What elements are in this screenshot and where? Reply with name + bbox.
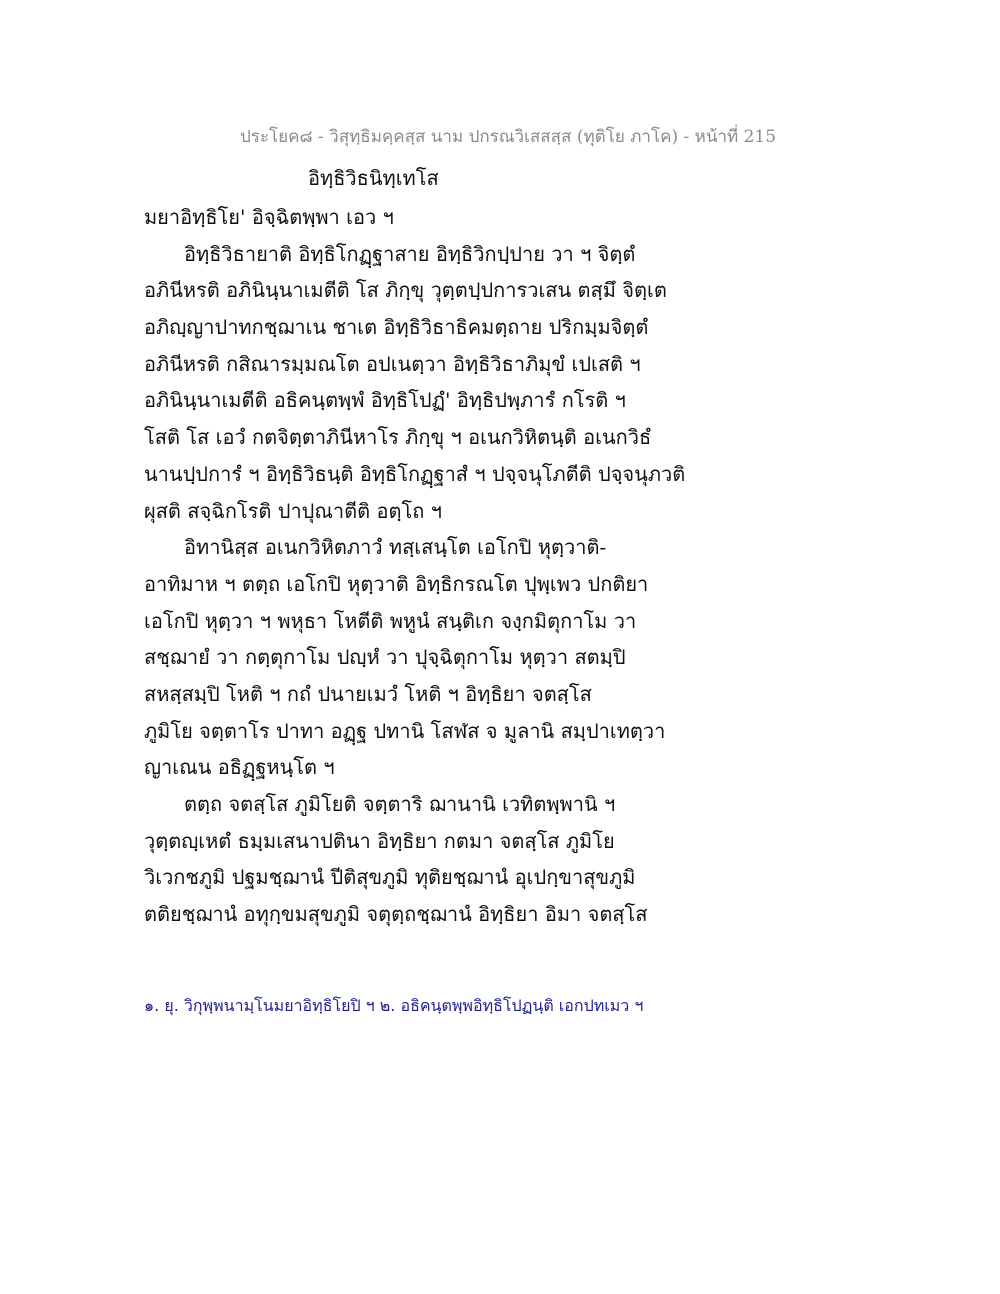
text-line: ภูมิโย จตฺตาโร ปาทา อฏฺฐ ปทานิ โสฬส จ มูลานิ สมฺปาเทตฺวา	[144, 718, 666, 743]
text-line: อิทฺธิวิธายาติ อิทฺธิโกฏฺฐาสาย อิทฺธิวิกปฺปาย วา ฯ จิตฺตํ	[184, 241, 636, 266]
text-line: สชฺฌายํ วา กตฺตุกาโม ปญฺหํ วา ปุจฺฉิตุกาโม หุตฺวา สตมฺปิ	[144, 645, 626, 670]
text-line: สหสฺสมฺปิ โหติ ฯ กถํ ปนายเมวํ โหติ ฯ อิทฺธิยา จตสฺโส	[144, 681, 592, 706]
section-title: อิทฺธิวิธนิทฺเทโส	[308, 166, 439, 190]
text-line: มยาอิทฺธิโย' อิจฺฉิตพฺพา เอว ฯ	[144, 205, 394, 229]
text-line: วุตฺตญฺเหตํ ธมฺมเสนาปตินา อิทฺธิยา กตมา จตสฺโส ภูมิโย	[144, 828, 615, 853]
footnote: ๑. ยุ. วิกุพฺพนามฺโนมยาอิทฺธิโยปิ ฯ ๒. อธิคนฺตพฺพอิทฺธิโปฏนฺติ เอกปทเมว ฯ	[144, 996, 644, 1015]
text-line: อภินีหรติ กสิณารมฺมณโต อปเนตฺวา อิทฺธิวิธาภิมุขํ เปเสติ ฯ	[144, 351, 641, 376]
body-text	[144, 199, 704, 933]
text-line: อภิญฺญาปาทกชฺฌาเน ชาเต อิทฺธิวิธาธิคมตฺถาย ปริกมฺมจิตฺตํ	[144, 315, 649, 340]
text-line: โสติ โส เอวํ กตจิตฺตาภินีหาโร ภิกฺขุ ฯ อเนกวิหิตนฺติ อเนกวิธํ	[144, 425, 652, 450]
text-line: อาทิมาห ฯ ตตฺถ เอโกปิ หุตฺวาติ อิทฺธิกรณโต ปุพฺเพว ปกติยา	[144, 571, 649, 596]
text-line: ตติยชฺฌานํ อทุกฺขมสุขภูมิ จตุตฺถชฺฌานํ อิทฺธิยา อิมา จตสฺโส	[144, 902, 648, 927]
text-line: นานปฺปการํ ฯ อิทฺธิวิธนฺติ อิทฺธิโกฏฺฐาสํ ฯ ปจฺจนุโภตีติ ปจฺจนุภวติ	[144, 461, 686, 486]
running-header: ประโยค๘ - วิสุทฺธิมคฺคสฺส นาม ปกรณวิเสสสฺส (ทุติโย ภาโค) - หน้าที่ 215	[240, 127, 777, 147]
text-line: ตตฺถ จตสฺโส ภูมิโยติ จตฺตาริ ฌานานิ เวทิตพฺพานิ ฯ	[184, 792, 616, 816]
text-line: วิเวกชภูมิ ปฐมชฺฌานํ ปีติสุขภูมิ ทุติยชฺฌานํ อุเปกฺขาสุขภูมิ	[144, 865, 636, 890]
text-line: อภินินฺนาเมตีติ อธิคนฺตพฺพํ อิทฺธิโปฏํ' อิทฺธิปพฺภารํ กโรติ ฯ	[144, 388, 626, 413]
text-line: ผุสติ สจฺฉิกโรติ ปาปุณาตีติ อตฺโถ ฯ	[144, 498, 442, 523]
text-line: ญาเณน อธิฏฺฐหนฺโต ฯ	[144, 755, 335, 780]
text-line: อภินีหรติ อภินินฺนาเมตีติ โส ภิกฺขุ วุตฺตปฺปการวเสน ตสฺมึ จิตฺเต	[144, 278, 667, 303]
text-line: เอโกปิ หุตฺวา ฯ พหุธา โหตีติ พหูนํ สนฺติเก จงฺกมิตุกาโม วา	[144, 608, 637, 633]
text-line: อิทานิสฺส อเนกวิหิตภาวํ ทสฺเสนฺโต เอโกปิ หุตฺวาติ-	[184, 535, 607, 560]
